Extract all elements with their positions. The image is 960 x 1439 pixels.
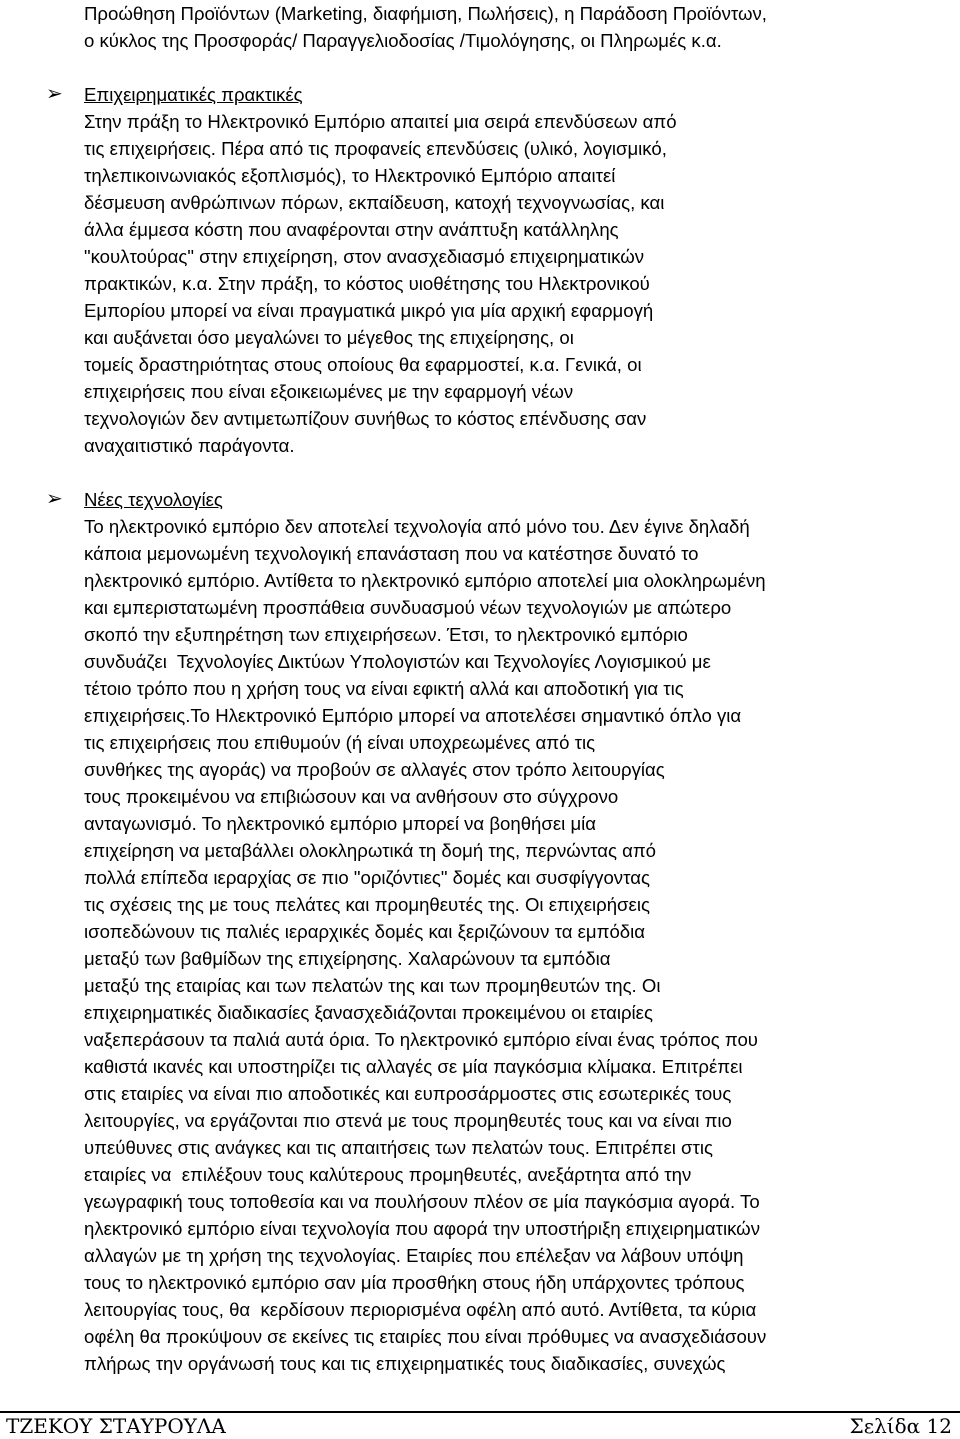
paragraph-line: ισοπεδώνουν τις παλιές ιεραρχικές δομές και ξεριζώνουν τα εμπόδια: [84, 921, 646, 942]
paragraph-line: μεταξύ της εταιρίας και των πελατών της και των προμηθευτών της. Οι: [84, 975, 661, 996]
paragraph-line: άλλα έμμεσα κόστη που αναφέρονται στην ανάπτυξη κατάλληλης: [84, 219, 619, 240]
paragraph-line: τους το ηλεκτρονικό εμπόριο σαν μία προσθήκη στους ήδη υπάρχοντες τρόπους: [84, 1272, 745, 1293]
paragraph-line: μεταξύ των βαθμίδων της επιχείρησης. Χαλαρώνουν τα εμπόδια: [84, 948, 611, 969]
intro-line: Προώθηση Προϊόντων (Marketing, διαφήμιση, Πωλήσεις), η Παράδοση Προϊόντων,: [84, 3, 767, 24]
paragraph-line: σκοπό την εξυπηρέτηση των επιχειρήσεων. Έτσι, το ηλεκτρονικό εμπόριο: [84, 624, 688, 645]
paragraph-line: γεωγραφική τους τοποθεσία και να πουλήσουν πλέον σε μία παγκόσμια αγορά. Το: [84, 1191, 760, 1212]
bullet-arrow-icon: ➢: [46, 83, 63, 105]
footer-author: ΤΖΕΚΟΥ ΣΤΑΥΡΟΥΛΑ: [6, 1414, 226, 1438]
paragraph-line: ναξεπεράσουν τα παλιά αυτά όρια. Το ηλεκτρονικό εμπόριο είναι ένας τρόπος που: [84, 1029, 758, 1050]
paragraph-line: πλήρως την οργάνωσή τους και τις επιχειρηματικές τους διαδικασίες, συνεχώς: [84, 1353, 726, 1374]
section-heading: Επιχειρηματικές πρακτικές: [84, 84, 303, 105]
paragraph-line: και αυξάνεται όσο μεγαλώνει το μέγεθος της επιχείρησης, οι: [84, 327, 574, 348]
paragraph-line: τις επιχειρήσεις. Πέρα από τις προφανείς επενδύσεις (υλικό, λογισμικό,: [84, 138, 667, 159]
paragraph-line: τηλεπικοινωνιακός εξοπλισμός), το Ηλεκτρονικό Εμπόριο απαιτεί: [84, 165, 616, 186]
paragraph-line: επιχειρήσεις.Το Ηλεκτρονικό Εμπόριο μπορεί να αποτελέσει σημαντικό όπλο για: [84, 705, 742, 726]
paragraph-line: Στην πράξη το Ηλεκτρονικό Εμπόριο απαιτεί μια σειρά επενδύσεων από: [84, 111, 677, 132]
paragraph-line: κάποια μεμονωμένη τεχνολογική επανάσταση που να κατέστησε δυνατό το: [84, 543, 699, 564]
intro-line: ο κύκλος της Προσφοράς/ Παραγγελιοδοσίας /Τιμολόγησης, οι Πληρωμές κ.α.: [84, 30, 722, 51]
paragraph-line: οφέλη θα προκύψουν σε εκείνες τις εταιρίες που είναι πρόθυμες να ανασχεδιάσουν: [84, 1326, 767, 1347]
paragraph-line: ηλεκτρονικό εμπόριο. Αντίθετα το ηλεκτρονικό εμπόριο αποτελεί μια ολοκληρωμένη: [84, 570, 766, 591]
paragraph-line: τεχνολογιών δεν αντιμετωπίζουν συνήθως το κόστος επένδυσης σαν: [84, 408, 647, 429]
paragraph-line: ηλεκτρονικό εμπόριο είναι τεχνολογία που αφορά την υποστήριξη επιχειρηματικών: [84, 1218, 760, 1239]
paragraph-line: Εμπορίου μπορεί να είναι πραγματικά μικρό για μία αρχική εφαρμογή: [84, 300, 654, 321]
paragraph-line: δέσμευση ανθρώπινων πόρων, εκπαίδευση, κατοχή τεχνογνωσίας, και: [84, 192, 665, 213]
paragraph-line: αναχαιτιστικό παράγοντα.: [84, 435, 295, 456]
paragraph-line: επιχείρηση να μεταβάλλει ολοκληρωτικά τη δομή της, περνώντας από: [84, 840, 656, 861]
paragraph-line: "κουλτούρας" στην επιχείρηση, στον ανασχεδιασμό επιχειρηματικών: [84, 246, 645, 267]
paragraph-line: συνδυάζει Τεχνολογίες Δικτύων Υπολογιστών και Τεχνολογίες Λογισμικού με: [84, 651, 711, 672]
paragraph-line: τις επιχειρήσεις που επιθυμούν (ή είναι υποχρεωμένες από τις: [84, 732, 596, 753]
paragraph-line: τέτοιο τρόπο που η χρήση τους να είναι εφικτή αλλά και αποδοτική για τις: [84, 678, 684, 699]
paragraph-line: επιχειρηματικές διαδικασίες ξανασχεδιάζονται προκειμένου οι εταιρίες: [84, 1002, 653, 1023]
paragraph-line: επιχειρήσεις που είναι εξοικειωμένες με την εφαρμογή νέων: [84, 381, 574, 402]
paragraph-line: ανταγωνισμό. Το ηλεκτρονικό εμπόριο μπορεί να βοηθήσει μία: [84, 813, 597, 834]
paragraph-line: συνθήκες της αγοράς) να προβούν σε αλλαγές στον τρόπο λειτουργίας: [84, 759, 665, 780]
paragraph-line: Το ηλεκτρονικό εμπόριο δεν αποτελεί τεχνολογία από μόνο του. Δεν έγινε δηλαδή: [84, 516, 750, 537]
paragraph-line: εταιρίες να επιλέξουν τους καλύτερους προμηθευτές, ανεξάρτητα από την: [84, 1164, 692, 1185]
paragraph-line: στις εταιρίες να είναι πιο αποδοτικές και ευπροσάρμοστες στις εσωτερικές τους: [84, 1083, 732, 1104]
paragraph-line: λειτουργίας τους, θα κερδίσουν περιορισμένα οφέλη από αυτό. Αντίθετα, τα κύρια: [84, 1299, 757, 1320]
paragraph-line: καθιστά ικανές και υποστηρίζει τις αλλαγές σε μία παγκόσμια κλίμακα. Επιτρέπει: [84, 1056, 743, 1077]
paragraph-line: τομείς δραστηριότητας στους οποίους θα εφαρμοστεί, κ.α. Γενικά, οι: [84, 354, 642, 375]
paragraph-line: πολλά επίπεδα ιεραρχίας σε πιο "οριζόντιες" δομές και συσφίγγοντας: [84, 867, 650, 888]
footer-page-number: Σελίδα 12: [849, 1414, 952, 1438]
paragraph-line: τους προκειμένου να επιβιώσουν και να ανθήσουν στο σύγχρονο: [84, 786, 619, 807]
paragraph-line: τις σχέσεις της με τους πελάτες και προμηθευτές της. Οι επιχειρήσεις: [84, 894, 650, 915]
section-heading: Νέες τεχνολογίες: [84, 489, 223, 510]
paragraph-line: πρακτικών, κ.α. Στην πράξη, το κόστος υιοθέτησης του Ηλεκτρονικού: [84, 273, 650, 294]
paragraph-line: και εμπεριστατωμένη προσπάθεια συνδυασμού νέων τεχνολογιών με απώτερο: [84, 597, 732, 618]
paragraph-line: υπεύθυνες στις ανάγκες και τις απαιτήσεις των πελατών τους. Επιτρέπει στις: [84, 1137, 713, 1158]
bullet-arrow-icon: ➢: [46, 488, 63, 510]
paragraph-line: αλλαγών με τη χρήση της τεχνολογίας. Εταιρίες που επέλεξαν να λάβουν υπόψη: [84, 1245, 744, 1266]
paragraph-line: λειτουργίες, να εργάζονται πιο στενά με τους προμηθευτές τους και να είναι πιο: [84, 1110, 732, 1131]
